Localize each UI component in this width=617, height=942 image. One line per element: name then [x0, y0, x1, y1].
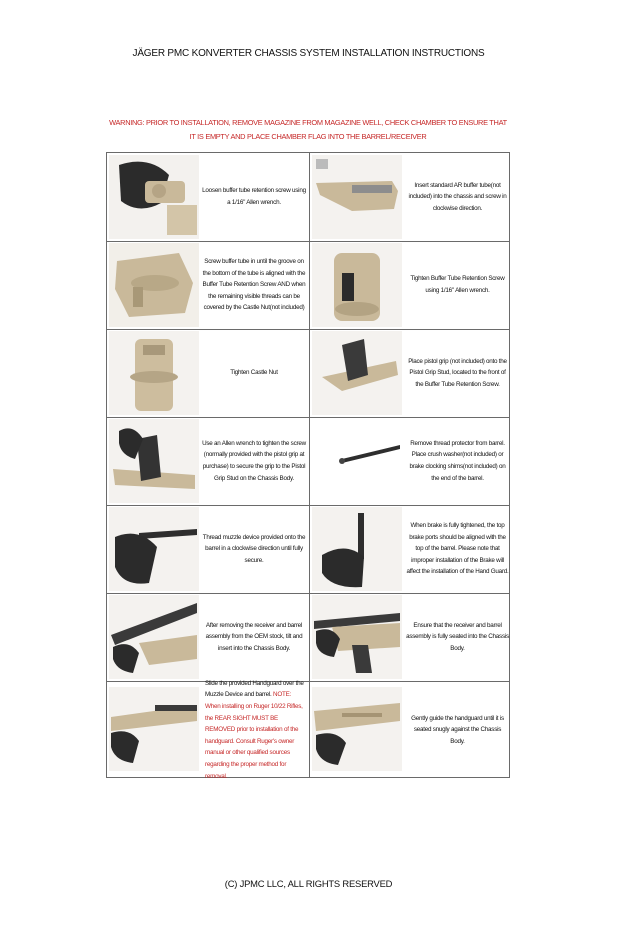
step-12	[310, 593, 511, 681]
step-2-text: Insert standard AR buffer tube(not included) into the chassis and screw in clockwise direction.	[408, 181, 507, 212]
step-5	[107, 329, 309, 417]
step-3-text: Screw buffer tube in until the groove on the bottom of the tube is aligned with the Buffer Tube Retention Screw AND when the remaining visible threads can be covered by the Castle Nut(not included)	[202, 258, 306, 312]
step-14-photo	[312, 687, 402, 771]
step-12-text: Ensure that the receiver and barrel assembly is fully seated into the Chassis Body.	[406, 621, 509, 652]
warning-text: WARNING: PRIOR TO INSTALLATION, REMOVE MAGAZINE FROM MAGAZINE WELL, CHECK CHAMBER TO ENSURE THAT IT IS EMPTY AND PLACE CHAMBER FLAG INTO THE BARREL/RECEIVER	[109, 118, 507, 141]
step-13-text-block	[203, 681, 309, 779]
step-7	[107, 417, 309, 505]
step-1-photo	[109, 155, 199, 239]
step-5-photo	[109, 331, 199, 415]
step-11-text: After removing the receiver and barrel assembly from the OEM stock, tilt and insert into the Chassis Body.	[205, 621, 303, 652]
step-8-photo	[312, 419, 402, 503]
step-7-text: Use an Allen wrench to tighten the screw (normally provided with the pistol grip at purchase) to secure the grip to the Pistol Grip Stud on the Chassis Body.	[202, 439, 306, 482]
step-6-photo	[312, 331, 402, 415]
step-3	[107, 241, 309, 329]
step-9-photo	[109, 507, 199, 591]
step-14	[310, 681, 511, 779]
step-11	[107, 593, 309, 681]
step-13	[107, 681, 309, 779]
step-8-text: Remove thread protector from barrel. Place crush washer(not included) or brake clocking shims(not included) on the end of the barrel.	[409, 439, 506, 482]
step-8	[310, 417, 511, 505]
step-4-photo	[312, 243, 402, 327]
step-12-photo	[312, 595, 402, 679]
step-1	[107, 153, 309, 241]
step-11-photo	[109, 595, 199, 679]
step-10-photo	[312, 507, 402, 591]
step-10	[310, 505, 511, 593]
step-6-text: Place pistol grip (not included) onto the Pistol Grip Stud, located to the front of the Buffer Tube Retention Screw.	[408, 357, 507, 388]
step-7-photo	[109, 419, 199, 503]
step-14-text: Gently guide the handguard until it is seated snugly against the Chassis Body.	[411, 714, 504, 745]
instruction-grid	[106, 152, 510, 778]
step-6	[310, 329, 511, 417]
step-10-text: When brake is fully tightened, the top brake ports should be aligned with the top of the barrel. Please note that improper installation of the Brake will affect the installation of the Hand Guard.	[406, 522, 509, 576]
step-13-text: Slide the provided Handguard over the Muzzle Device and barrel.	[205, 679, 304, 699]
step-13-note: NOTE: When installing on Ruger 10/22 Rifles, the REAR SIGHT MUST BE REMOVED prior to installation of the handguard. Consult Ruger's owner manual or other qualified sources regarding the proper method for removal.	[205, 691, 303, 780]
step-4-text: Tighten Buffer Tube Retention Screw using 1/16" Allen wrench.	[410, 275, 505, 294]
step-9	[107, 505, 309, 593]
step-1-text: Loosen buffer tube retention screw using a 1/16" Allen wrench.	[202, 187, 306, 206]
step-3-photo	[109, 243, 199, 327]
step-2-photo	[312, 155, 402, 239]
step-4	[310, 241, 511, 329]
step-5-text: Tighten Castle Nut	[230, 369, 278, 377]
step-9-text: Thread muzzle device provided onto the barrel in a clockwise direction until fully secure.	[202, 533, 306, 564]
step-13-photo	[109, 687, 199, 771]
footer-copyright: (C) JPMC LLC, ALL RIGHTS RESERVED	[224, 878, 393, 889]
page-title: JÄGER PMC KONVERTER CHASSIS SYSTEM INSTALLATION INSTRUCTIONS	[132, 48, 485, 59]
step-2	[310, 153, 511, 241]
